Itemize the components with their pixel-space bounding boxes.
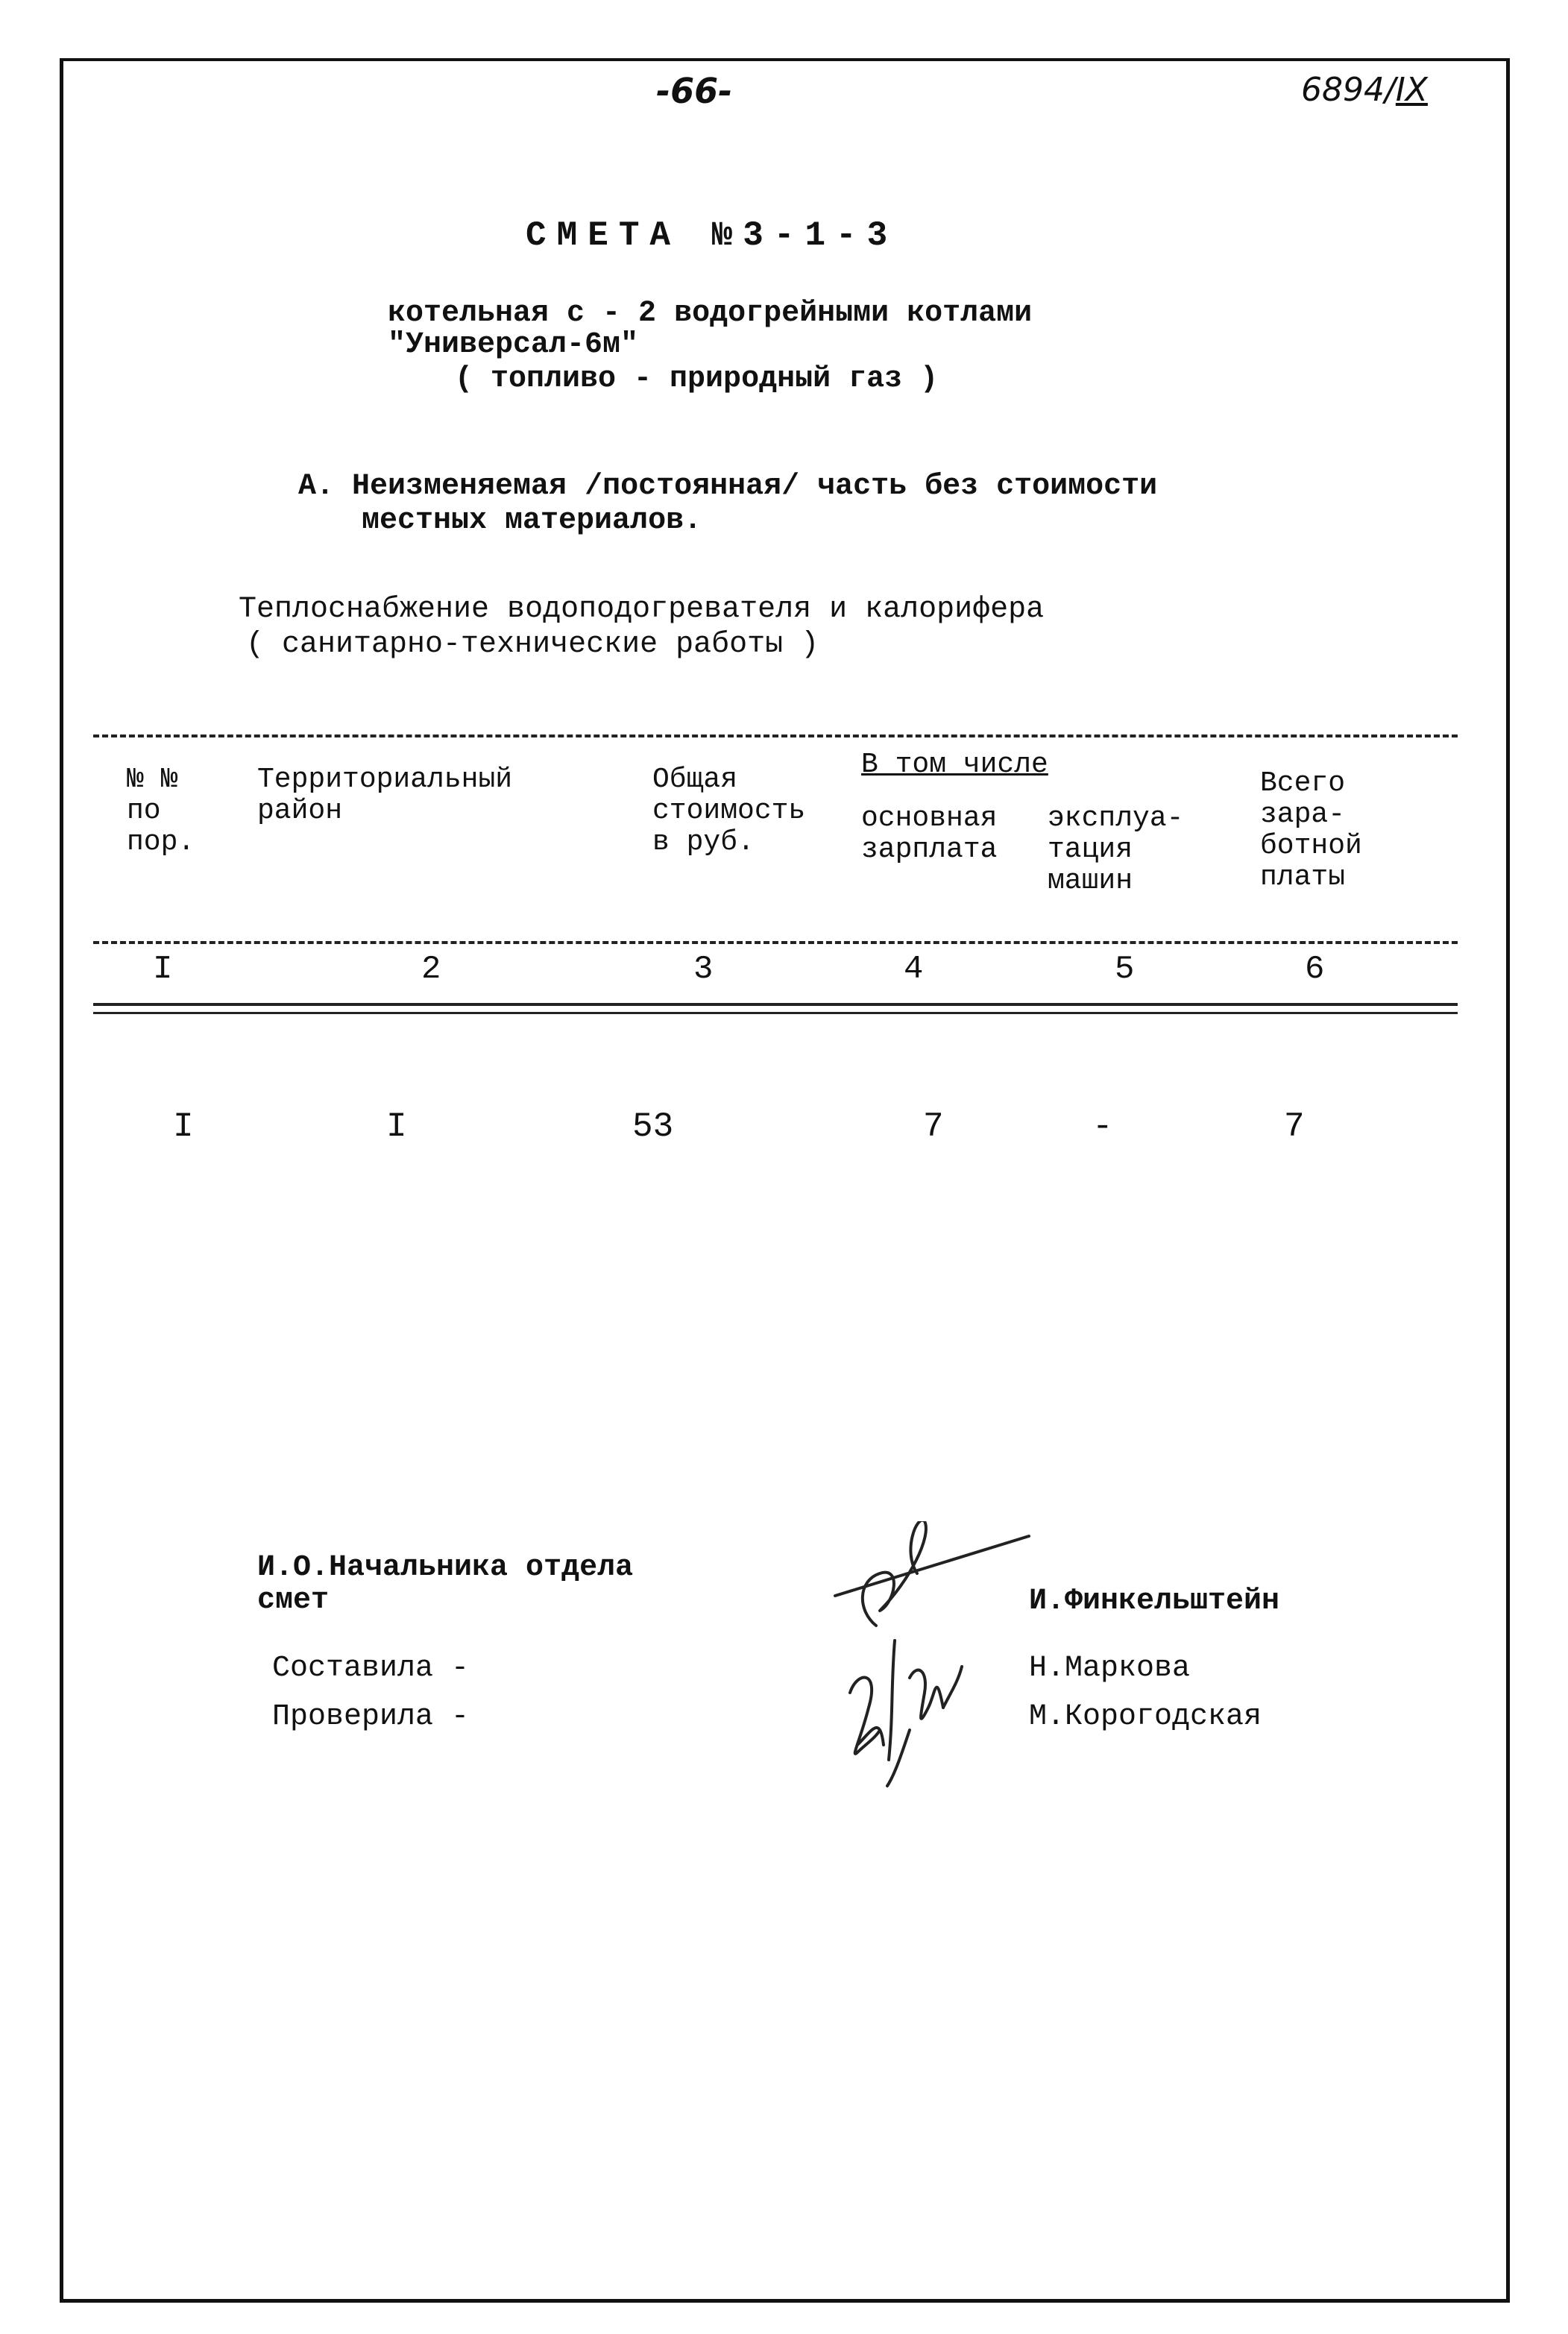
header-row-number: № № по пор. (127, 764, 195, 858)
document-number-suffix: IX (1395, 71, 1428, 109)
table-cell-row-number: I (173, 1107, 194, 1146)
checker-name: М.Корогодская (1029, 1700, 1262, 1734)
document-number-main: 6894/ (1301, 71, 1396, 109)
table-cell-district: I (386, 1107, 407, 1146)
table-top-rule (93, 735, 1458, 737)
document-number (1301, 71, 1428, 109)
column-number-2: 2 (421, 951, 441, 988)
column-number-3: 3 (693, 951, 714, 988)
subtitle-line-3: ( топливо - природный газ ) (455, 362, 939, 396)
header-machine-operation: эксплуа- тация машин (1048, 802, 1184, 897)
header-total-cost: Общая стоимость в руб. (652, 764, 806, 858)
compiled-by-label: Составила - (272, 1652, 470, 1685)
header-total-wages: Всего зара- ботной платы (1260, 767, 1362, 893)
handwritten-signatures-icon (805, 1521, 1044, 1790)
subtitle-line-1: котельная с - 2 водогрейными котлами (388, 297, 1033, 330)
column-number-6: 6 (1305, 951, 1325, 988)
table-cell-machine-operation: - (1092, 1107, 1113, 1146)
table-cell-basic-salary: 7 (923, 1107, 944, 1146)
column-number-1: I (153, 951, 173, 988)
header-group-including: В том числе (861, 749, 1048, 781)
estimate-title: СМЕТА №3-1-3 (526, 216, 898, 255)
column-number-4: 4 (904, 951, 924, 988)
compiler-name: Н.Маркова (1029, 1652, 1191, 1685)
checked-by-label: Проверила - (272, 1700, 470, 1734)
table-cell-total-cost: 53 (632, 1107, 674, 1146)
head-of-department-label-line-2: смет (257, 1584, 330, 1617)
page-number: -66- (656, 71, 733, 111)
column-number-5: 5 (1115, 951, 1135, 988)
part-heading-line-2: местных материалов. (362, 504, 702, 538)
head-of-department-name: И.Финкельштейн (1029, 1585, 1280, 1618)
part-heading-line-1: А. Неизменяемая /постоянная/ часть без стоимости (298, 470, 1158, 503)
subtitle-line-2: "Универсал-6м" (388, 328, 639, 362)
header-territorial-district: Территориальный район (257, 764, 513, 827)
header-basic-salary: основная зарплата (861, 802, 998, 866)
column-number-rule-upper (93, 1003, 1458, 1006)
section-heading-line-2: ( санитарно-технические работы ) (246, 628, 819, 661)
column-number-rule-lower (93, 1012, 1458, 1014)
section-heading-line-1: Теплоснабжение водоподогревателя и калорифера (239, 593, 1045, 626)
table-cell-total-wages: 7 (1284, 1107, 1305, 1146)
head-of-department-label-line-1: И.О.Начальника отдела (257, 1551, 634, 1585)
header-bottom-rule (93, 941, 1458, 944)
